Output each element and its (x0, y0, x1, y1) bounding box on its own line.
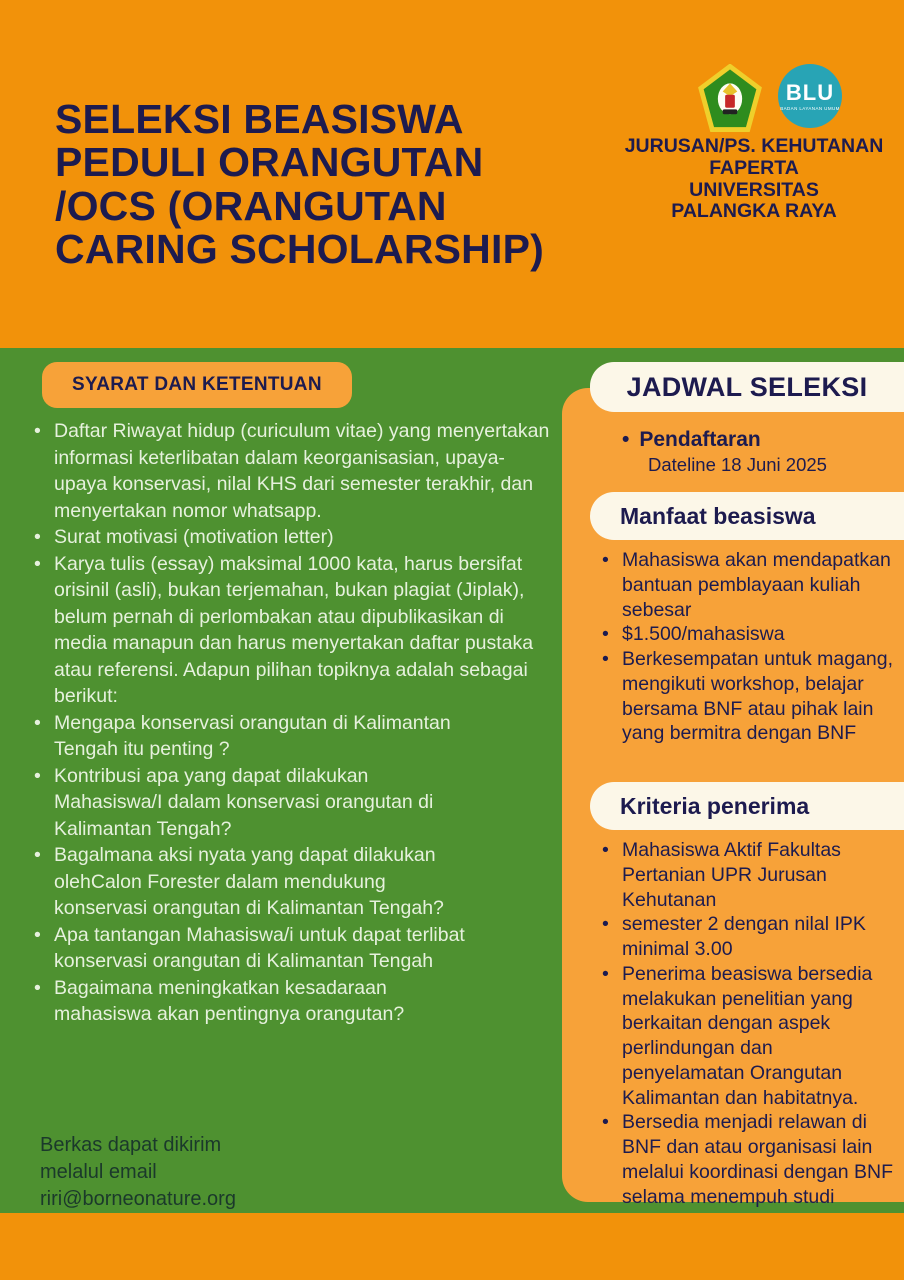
schedule-item-label: • Pendaftaran (622, 428, 827, 452)
department-name-line: FAPERTA (709, 156, 799, 179)
department-name-line: JURUSAN/PS. KEHUTANAN (624, 135, 884, 157)
upr-university-logo-icon (698, 64, 762, 132)
department-name-line: PALANGKA RAYA (671, 200, 837, 223)
department-name (612, 136, 896, 223)
logo-row (698, 62, 848, 122)
kriteria-penerima-header (590, 782, 904, 830)
criteria-item: • Penerima beasiswa bersedia melakukan penelitian yang berkaitan dengan aspek perlindungan dan penyelamatan Orangutan Kalimantan dan habitatnya. (598, 962, 898, 1111)
requirement-item: • Karya tulis (essay) maksimal 1000 kata, harus bersifat orisinil (asli), bukan terjemahan, bukan plagiat (Jiplak), belum pernah di perlombakan atau dipublikasikan di media manapun dan harus menyertakan daftar pustaka atau referensi. Adapun pilihan topiknya adalah sebagai berikut: (30, 551, 555, 710)
blu-logo-text: BLU (785, 79, 835, 105)
blu-logo (778, 64, 842, 128)
requirements-list (30, 418, 555, 710)
essay-topic-item: • Mengapa konservasi orangutan di Kalimantan Tengah itu penting ? (30, 710, 470, 763)
footer-strip (0, 1213, 904, 1280)
criteria-item: • Bersedia menjadi relawan di BNF dan atau organisasi lain melalui koordinasi dengan BNF selama menempuh studi (598, 1110, 898, 1209)
page-title (55, 98, 665, 272)
page-title-line: PEDULI ORANGUTAN (55, 139, 484, 186)
criteria-item: • Mahasiswa Aktif Fakultas Pertanian UPR Jurusan Kehutanan (598, 838, 898, 912)
schedule-item (622, 428, 827, 476)
manfaat-beasiswa-title: Manfaat beasiswa (620, 502, 816, 529)
essay-topic-item: • Kontribusi apa yang dapat dilakukan Mahasiswa/I dalam konservasi orangutan di Kalimantan Tengah? (30, 763, 470, 843)
benefit-item: • Mahasiswa akan mendapatkan bantuan pemblayaan kuliah sebesar (598, 548, 898, 622)
manfaat-beasiswa-header (590, 492, 904, 540)
page-title-line: SELEKSI BEASISWA (55, 96, 464, 142)
requirement-item: • Daftar Riwayat hidup (curiculum vitae) yang menyertakan informasi keterlibatan dalam keorganisasian, upaya-upaya konservasi, nilal KHS dari semester terakhir, dan menyertakan nomor whatsapp. (30, 418, 555, 524)
contact-line: riri@borneonature.org (40, 1188, 236, 1210)
benefit-item: • $1.500/mahasiswa (598, 622, 898, 647)
contact-info (40, 1132, 236, 1213)
requirements-block (30, 418, 555, 1028)
page-title-line: CARING SCHOLARSHIP) (55, 226, 544, 273)
schedule-item-deadline: Dateline 18 Juni 2025 (648, 454, 827, 475)
department-name-line: UNIVERSITAS (689, 178, 819, 201)
syarat-dan-ketentuan-badge: SYARAT DAN KETENTUAN (42, 362, 352, 408)
essay-topic-item: • Bagaimana meningkatkan kesadaraan mahasiswa akan pentingnya orangutan? (30, 975, 470, 1028)
benefits-list (598, 548, 898, 746)
contact-line: melalul email (40, 1161, 157, 1183)
blu-logo-caption: BADAN LAYANAN UMUM (780, 105, 840, 111)
criteria-list (598, 838, 898, 1209)
criteria-item: • semester 2 dengan nilal IPK minimal 3.00 (598, 912, 898, 962)
essay-topic-item: • Bagalmana aksi nyata yang dapat dilakukan olehCalon Forester dalam mendukung konservasi orangutan di Kalimantan Tengah? (30, 842, 470, 922)
kriteria-penerima-title: Kriteria penerima (620, 792, 810, 819)
main-section (0, 348, 904, 1213)
essay-topic-item: • Apa tantangan Mahasiswa/i untuk dapat terlibat konservasi orangutan di Kalimantan Tengah (30, 922, 470, 975)
jadwal-seleksi-title: JADWAL SELEKSI (626, 371, 868, 402)
contact-line: Berkas dapat dikirim (40, 1134, 222, 1156)
essay-topics-list (30, 710, 470, 1028)
page-title-line: /OCS (ORANGUTAN (55, 182, 447, 229)
jadwal-seleksi-header (590, 362, 904, 412)
requirement-item: • Surat motivasi (motivation letter) (30, 524, 555, 551)
benefit-item: • Berkesempatan untuk magang, mengikuti workshop, belajar bersama BNF atau pihak lain yang bermitra dengan BNF (598, 647, 898, 746)
